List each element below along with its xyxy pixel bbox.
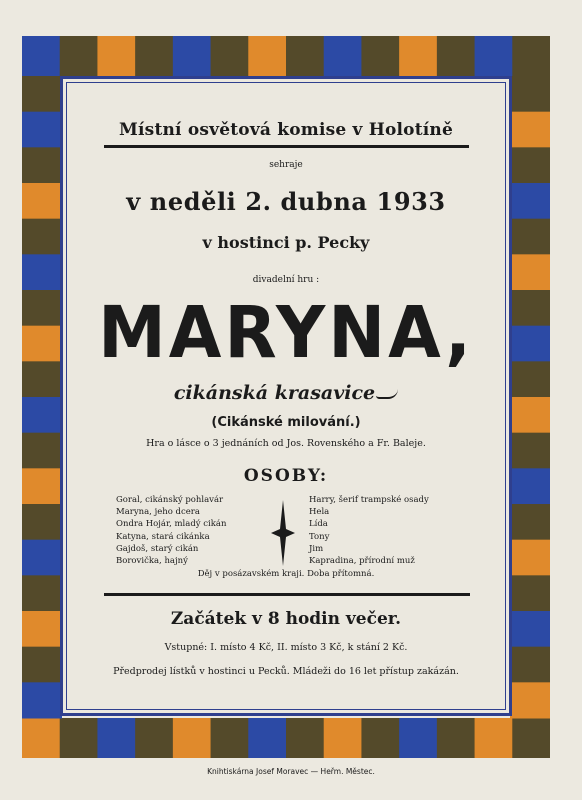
border-tile — [22, 647, 62, 683]
divider-rule — [104, 593, 470, 596]
cast-item: Lída — [309, 519, 328, 530]
border-tile — [510, 76, 550, 112]
border-tile — [22, 219, 62, 255]
border-tile — [510, 611, 550, 647]
border-tile — [22, 112, 62, 148]
cast-item: Katyna, stará cikánka — [116, 531, 210, 542]
alternate-title: (Cikánské milování.) — [211, 415, 361, 430]
cast-item: Ondra Hojár, mladý cikán — [116, 519, 227, 530]
border-tile — [22, 575, 62, 611]
admission-prices: Vstupné: I. místo 4 Kč, II. místo 3 Kč, k stání 2 Kč. — [164, 642, 408, 653]
border-tile — [211, 36, 249, 76]
border-tile — [60, 36, 98, 76]
border-tile — [475, 718, 513, 758]
venue: v hostinci p. Pecky — [202, 233, 370, 252]
border-tile — [361, 36, 399, 76]
setting-text: Děj v posázavském kraji. Doba přítomná. — [197, 569, 375, 579]
border-tile — [510, 433, 550, 469]
cast-heading: OSOBY: — [243, 466, 329, 486]
border-tile — [399, 36, 437, 76]
border-tile — [510, 183, 550, 219]
organizer-underline — [104, 145, 469, 148]
border-tile — [97, 36, 135, 76]
border-tile — [361, 718, 399, 758]
border-tile — [437, 718, 475, 758]
border-tile — [286, 36, 324, 76]
border-tile — [22, 718, 60, 758]
cast-item: Tony — [309, 531, 330, 542]
border-tile — [22, 468, 62, 504]
printer-credit: Knihtiskárna Josef Moravec — Heřm. Městec. — [207, 767, 375, 776]
border-tile — [510, 397, 550, 433]
start-time: Začátek v 8 hodin večer. — [170, 609, 402, 629]
border-tile — [510, 540, 550, 576]
border-tile — [173, 718, 211, 758]
border-tile — [22, 361, 62, 397]
border-tile — [22, 397, 62, 433]
cast-item: Jim — [309, 543, 324, 554]
border-tile — [512, 718, 550, 758]
play-credits: Hra o lásce o 3 jednáních od Jos. Rovenského a Fr. Baleje. — [146, 438, 426, 449]
border-tile — [510, 682, 550, 718]
presale-notice: Předprodej lístků v hostinci u Pecků. Mládeži do 16 let přístup zakázán. — [113, 666, 459, 677]
cast-item: Kapradina, přírodní muž — [309, 556, 415, 567]
border-tile — [22, 611, 62, 647]
border-tile — [22, 504, 62, 540]
border-tile — [510, 219, 550, 255]
border-tile — [22, 682, 62, 718]
border-tile — [399, 718, 437, 758]
border-tile — [22, 147, 62, 183]
border-tile — [248, 36, 286, 76]
performs-text: sehraje — [269, 160, 303, 170]
border-tile — [22, 254, 62, 290]
border-tile — [60, 718, 98, 758]
border-tile — [475, 36, 513, 76]
play-subtitle-text: cikánská krasavice — [173, 382, 376, 404]
border-tile — [510, 290, 550, 326]
cast-list-left — [116, 494, 226, 567]
cast-item: Maryna, jeho dcera — [116, 507, 200, 518]
play-subtitle — [66, 382, 506, 404]
play-title: MARYNA, — [98, 292, 474, 375]
border-tile — [173, 36, 211, 76]
cast-list-right — [309, 494, 429, 567]
organizer-heading: Místní osvětová komise v Holotíně — [119, 120, 453, 140]
border-tile — [22, 76, 62, 112]
border-tile — [324, 36, 362, 76]
cast-item: Gajdoš, starý cikán — [116, 543, 199, 554]
cast-item: Goral, cikánský pohlavár — [116, 495, 224, 505]
four-point-star-icon — [271, 500, 295, 566]
border-tile — [135, 36, 173, 76]
border-tile — [22, 290, 62, 326]
border-tile — [510, 504, 550, 540]
cast-item: Borovička, hajný — [116, 556, 188, 567]
border-tile — [510, 112, 550, 148]
border-tile — [22, 183, 62, 219]
border-tile — [510, 147, 550, 183]
border-tile — [510, 361, 550, 397]
border-tile — [211, 718, 249, 758]
border-tile — [97, 718, 135, 758]
cast-item: Hela — [309, 507, 330, 518]
border-tile — [510, 575, 550, 611]
border-tile — [286, 718, 324, 758]
play-intro: divadelní hru : — [252, 275, 320, 285]
border-tile — [510, 468, 550, 504]
border-tile — [437, 36, 475, 76]
poster-content — [66, 82, 506, 710]
swash-flourish — [376, 389, 398, 399]
border-tile — [324, 718, 362, 758]
border-tile — [512, 36, 550, 76]
border-tile — [22, 36, 60, 76]
border-tile — [248, 718, 286, 758]
border-tile — [510, 326, 550, 362]
border-tile — [22, 326, 62, 362]
border-tile — [22, 540, 62, 576]
border-tile — [135, 718, 173, 758]
cast-item: Harry, šerif trampské osady — [309, 495, 429, 505]
border-tile — [510, 647, 550, 683]
border-tile — [510, 254, 550, 290]
performance-date: v neděli 2. dubna 1933 — [126, 187, 446, 216]
border-tile — [22, 433, 62, 469]
